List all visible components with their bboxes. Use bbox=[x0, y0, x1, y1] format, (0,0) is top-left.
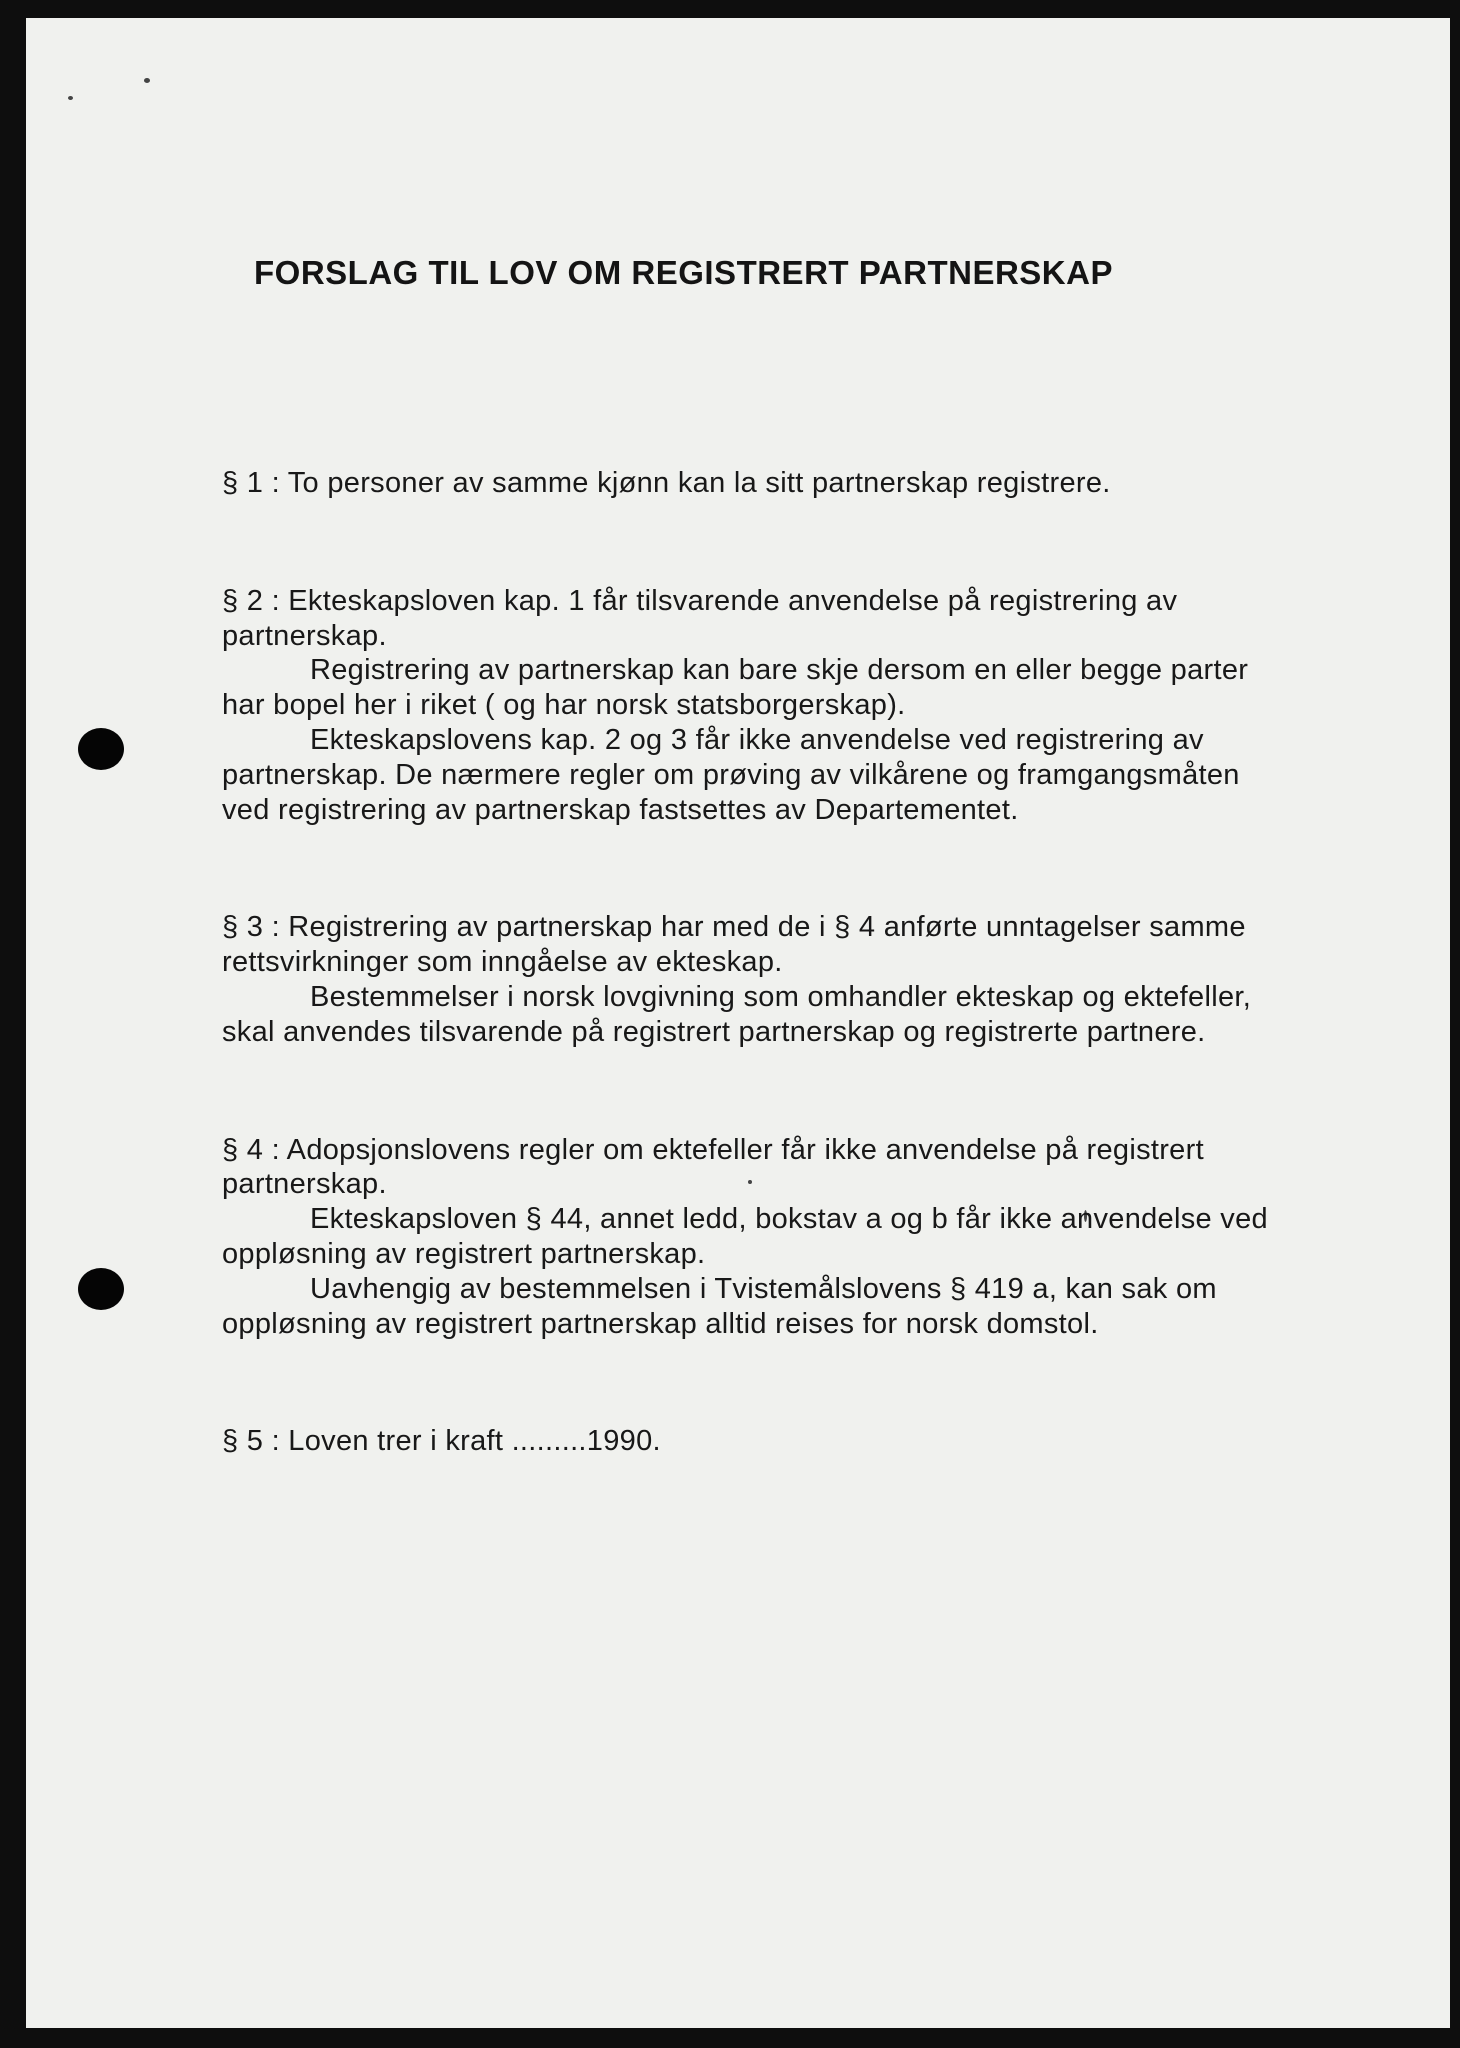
document-page bbox=[26, 18, 1450, 2028]
section-2 bbox=[222, 584, 1272, 828]
paragraph: Bestemmelser i norsk lovgivning som omhandler ekteskap og ektefeller, skal anvendes tilsvarende på registrert partnerskap og registrerte partnere. bbox=[222, 980, 1252, 1048]
paragraph: Ekteskapslovens kap. 2 og 3 får ikke anvendelse ved registrering av partnerskap. De nærmere regler om prøving av vilkårene og framgangsmåten ved registrering av partnerskap fastsettes av Departementet. bbox=[222, 723, 1240, 826]
paragraph: Uavhengig av bestemmelsen i Tvistemålslovens § 419 a, kan sak om oppløsning av registrert partnerskap alltid reises for norsk domstol. bbox=[222, 1272, 1217, 1340]
paragraph: § 5 : Loven trer i kraft .........1990. bbox=[222, 1425, 661, 1458]
section-3 bbox=[222, 910, 1272, 1049]
paragraph: § 4 : Adopsjonslovens regler om ektefeller får ikke anvendelse på registrert partnerskap. bbox=[222, 1133, 1204, 1201]
punch-hole-lower bbox=[78, 1268, 124, 1310]
document-body bbox=[222, 466, 1272, 1542]
paragraph: § 3 : Registrering av partnerskap har med de i § 4 anførte unntagelser samme rettsvirkninger som inngåelse av ekteskap. bbox=[222, 911, 1246, 979]
scan-speck bbox=[144, 78, 150, 83]
scan-speck bbox=[68, 96, 73, 100]
paragraph: Ekteskapsloven § 44, annet ledd, bokstav a og b får ikke anvendelse ved oppløsning av registrert partnerskap. bbox=[222, 1203, 1268, 1270]
section-5 bbox=[222, 1424, 1272, 1459]
section-4 bbox=[222, 1133, 1272, 1342]
paragraph: § 2 : Ekteskapsloven kap. 1 får tilsvarende anvendelse på registrering av partnerskap. bbox=[222, 584, 1178, 652]
section-1 bbox=[222, 466, 1272, 501]
punch-hole-upper bbox=[78, 728, 124, 770]
document-title: FORSLAG TIL LOV OM REGISTRERT PARTNERSKAP bbox=[254, 254, 1113, 291]
paragraph: Registrering av partnerskap kan bare skje dersom en eller begge parter har bopel her i riket ( og har norsk statsborgerskap). bbox=[222, 654, 1249, 722]
paragraph: § 1 : To personer av samme kjønn kan la sitt partnerskap registrere. bbox=[222, 467, 1111, 499]
